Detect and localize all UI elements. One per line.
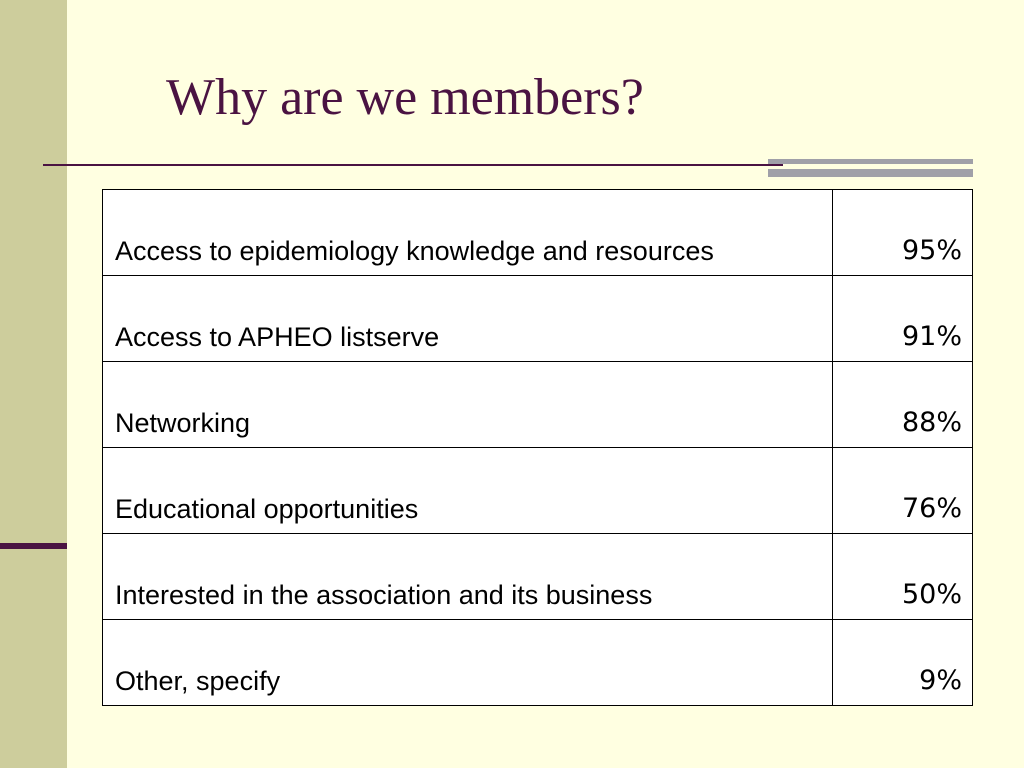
- reason-label: Access to APHEO listserve: [103, 276, 833, 362]
- reason-percent: 50%: [833, 534, 973, 620]
- reason-percent: 88%: [833, 362, 973, 448]
- reason-percent: 76%: [833, 448, 973, 534]
- table-row: [103, 534, 973, 620]
- side-accent-line: [0, 543, 67, 549]
- reason-percent: 91%: [833, 276, 973, 362]
- reason-percent: 95%: [833, 190, 973, 276]
- reason-label: Networking: [103, 362, 833, 448]
- reason-label: Educational opportunities: [103, 448, 833, 534]
- reason-label: Interested in the association and its business: [103, 534, 833, 620]
- table-row: [103, 448, 973, 534]
- reason-percent: 9%: [833, 620, 973, 706]
- slide-title: Why are we members?: [166, 69, 644, 126]
- table-row: [103, 190, 973, 276]
- membership-reasons-table: [102, 189, 973, 706]
- title-divider-accent-top: [768, 159, 973, 164]
- title-divider-accent-bottom: [768, 169, 973, 177]
- reason-label: Other, specify: [103, 620, 833, 706]
- table-row: [103, 276, 973, 362]
- reason-label: Access to epidemiology knowledge and resources: [103, 190, 833, 276]
- title-divider: [43, 164, 783, 166]
- table-row: [103, 620, 973, 706]
- table-row: [103, 362, 973, 448]
- side-decoration-bar: [0, 0, 67, 768]
